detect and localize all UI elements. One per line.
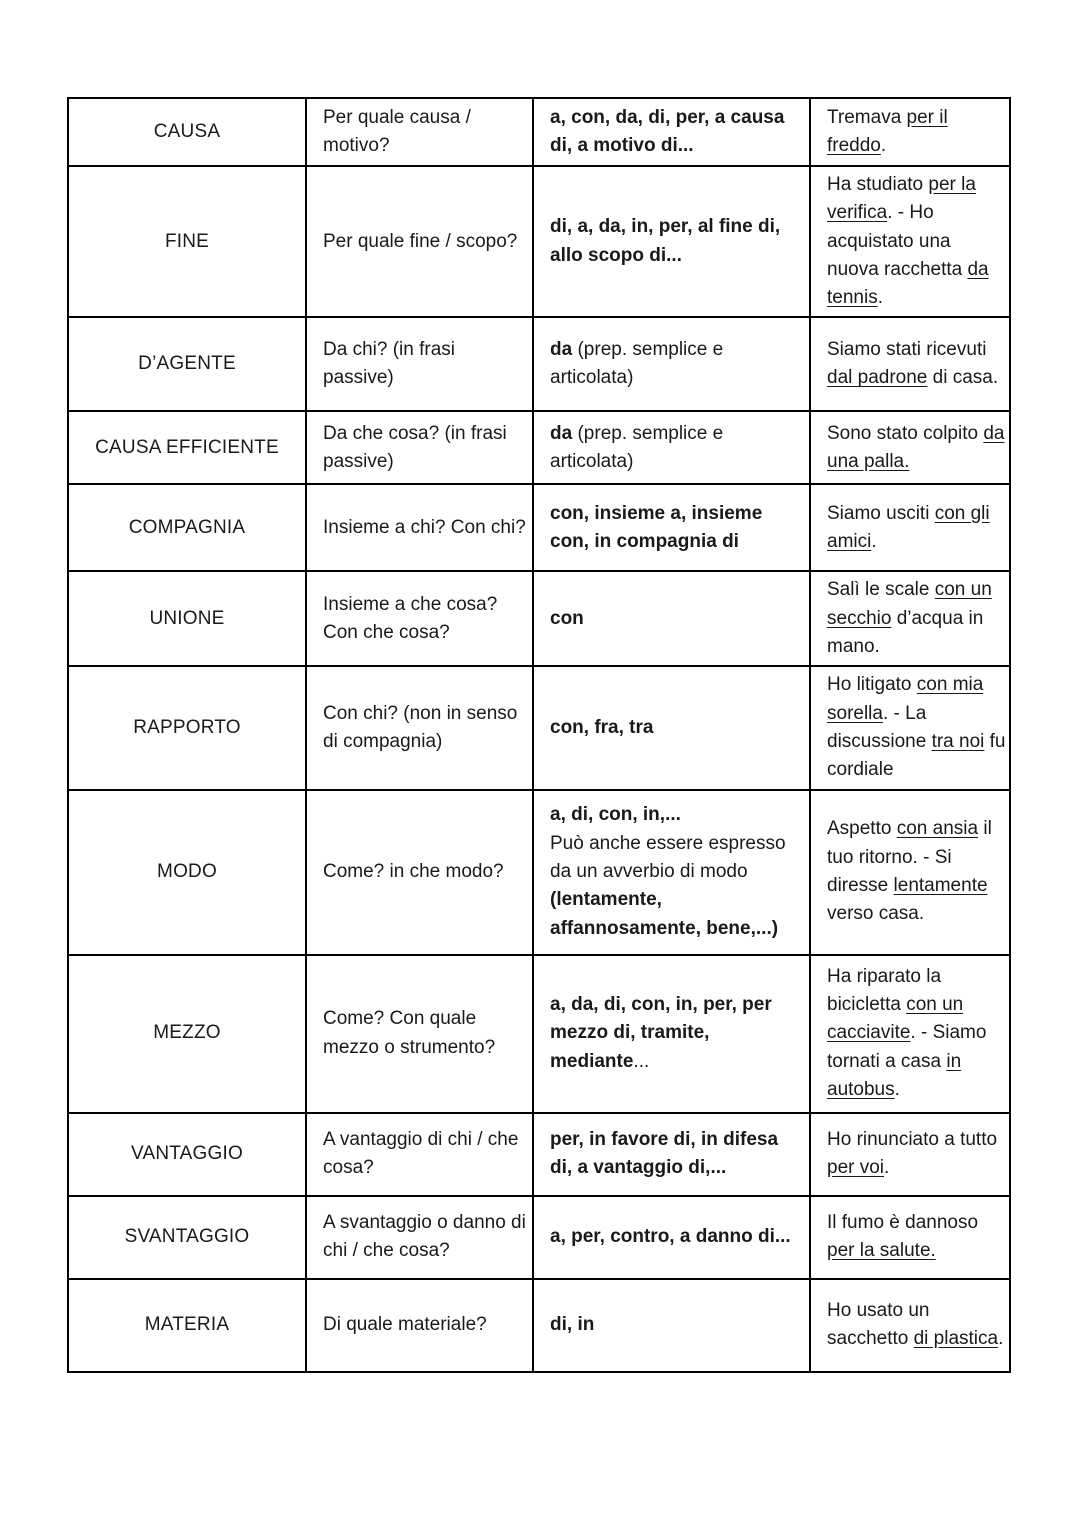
- table-row: [68, 1113, 1010, 1196]
- cell-text: da: [550, 422, 573, 444]
- cell-text: . - Siamo tornati a casa: [827, 1022, 987, 1072]
- example-highlight: con gli amici: [827, 502, 990, 552]
- complement-prepositions: [533, 166, 810, 317]
- cell-text: d’acqua in mano.: [827, 607, 984, 658]
- complement-question: Per quale fine / scopo?: [306, 166, 533, 317]
- example-highlight: per la salute.: [827, 1240, 936, 1262]
- table-row: [68, 571, 1010, 666]
- cell-text: Siamo usciti: [827, 502, 935, 524]
- complement-name: MEZZO: [68, 955, 306, 1113]
- cell-text: a, per, contro, a danno di...: [550, 1225, 791, 1247]
- cell-text: .: [998, 1328, 1004, 1350]
- complement-question: Per quale causa / motivo?: [306, 98, 533, 166]
- table-row: [68, 790, 1010, 955]
- table-row: [68, 317, 1010, 411]
- cell-text: Ho rinunciato a tutto: [827, 1128, 998, 1150]
- cell-text: .: [877, 287, 883, 309]
- table-row: [68, 666, 1010, 789]
- complement-prepositions: [533, 317, 810, 411]
- cell-text: .: [894, 1079, 900, 1100]
- complement-example: [810, 790, 1010, 955]
- complement-question: Insieme a chi? Con chi?: [306, 484, 533, 571]
- cell-text: di, in: [550, 1313, 595, 1335]
- cell-text: Sono stato colpito: [827, 422, 984, 444]
- cell-text: Aspetto: [827, 818, 897, 840]
- complement-question: Insieme a che cosa? Con che cosa?: [306, 571, 533, 666]
- complement-question: Con chi? (non in senso di compagnia): [306, 666, 533, 789]
- example-highlight: da tennis: [827, 258, 989, 309]
- complement-name: FINE: [68, 166, 306, 317]
- example-highlight: per la verifica: [827, 174, 976, 224]
- cell-text: a, da, di, con, in, per, per mezzo di, tramite, mediante: [550, 994, 772, 1072]
- table-row: [68, 98, 1010, 166]
- complement-question: Da chi? (in frasi passive): [306, 317, 533, 411]
- cell-text: per, in favore di, in difesa di, a vantaggio di,...: [550, 1128, 779, 1179]
- cell-text: con, fra, tra: [550, 716, 654, 738]
- cell-text: da: [550, 339, 573, 361]
- complement-example: [810, 955, 1010, 1113]
- cell-text: (lentamente, affannosamente, bene,...): [550, 889, 779, 939]
- complement-name: COMPAGNIA: [68, 484, 306, 571]
- preposition-note: Può anche essere espresso da un avverbio di modo: [550, 832, 786, 882]
- complement-question: Di quale materiale?: [306, 1279, 533, 1372]
- example-highlight: tra noi: [931, 730, 985, 752]
- cell-text: a, di, con, in,...: [550, 804, 681, 826]
- complement-example: [810, 571, 1010, 666]
- cell-text: Tremava: [827, 106, 907, 128]
- complement-question: A vantaggio di chi / che cosa?: [306, 1113, 533, 1196]
- cell-text: Ho litigato: [827, 674, 917, 696]
- complement-example: [810, 411, 1010, 484]
- complement-question: Come? Con quale mezzo o strumento?: [306, 955, 533, 1113]
- complement-example: [810, 666, 1010, 789]
- example-highlight: dal padrone: [827, 367, 928, 389]
- cell-text: il tuo ritorno. - Si diresse: [827, 818, 992, 897]
- complement-prepositions: [533, 1279, 810, 1372]
- cell-text: . - La discussione: [827, 702, 932, 752]
- cell-text: Ha riparato la bicicletta: [827, 965, 942, 1016]
- complement-name: SVANTAGGIO: [68, 1196, 306, 1279]
- table-row: [68, 1279, 1010, 1372]
- preposition-note: (prep. semplice e articolata): [550, 422, 724, 472]
- cell-text: con: [550, 607, 584, 629]
- complement-example: [810, 1113, 1010, 1196]
- complement-name: RAPPORTO: [68, 666, 306, 789]
- complement-question: Da che cosa? (in frasi passive): [306, 411, 533, 484]
- table-row: [68, 1196, 1010, 1279]
- complement-question: Come? in che modo?: [306, 790, 533, 955]
- complement-example: [810, 98, 1010, 166]
- complement-example: [810, 1196, 1010, 1279]
- table-body: [68, 98, 1010, 1372]
- cell-text: Il fumo è dannoso: [827, 1211, 979, 1233]
- table-row: [68, 955, 1010, 1113]
- example-highlight: con un secchio: [827, 579, 992, 629]
- example-highlight: con ansia: [896, 818, 979, 840]
- table-row: [68, 166, 1010, 317]
- example-highlight: con un cacciavite: [827, 994, 964, 1044]
- complement-name: MODO: [68, 790, 306, 955]
- cell-text: . - Ho acquistato una nuova racchetta: [827, 202, 968, 280]
- example-highlight: da una palla.: [827, 422, 1005, 472]
- complement-name: UNIONE: [68, 571, 306, 666]
- complement-prepositions: [533, 666, 810, 789]
- example-highlight: in autobus: [827, 1050, 962, 1100]
- cell-text: Ha studiato: [827, 174, 929, 195]
- table-row: [68, 484, 1010, 571]
- cell-text: di, a, da, in, per, al fine di, allo scopo di...: [550, 216, 781, 266]
- complement-prepositions: [533, 1196, 810, 1279]
- table-row: [68, 411, 1010, 484]
- complement-example: [810, 1279, 1010, 1372]
- complements-table-wrapper: [67, 97, 1009, 1373]
- complement-prepositions: [533, 411, 810, 484]
- complement-example: [810, 484, 1010, 571]
- complement-name: D’AGENTE: [68, 317, 306, 411]
- example-highlight: per il freddo: [827, 106, 948, 156]
- complement-prepositions: [533, 1113, 810, 1196]
- complement-question: A svantaggio o danno di chi / che cosa?: [306, 1196, 533, 1279]
- complement-name: MATERIA: [68, 1279, 306, 1372]
- example-highlight: per voi: [827, 1157, 885, 1179]
- example-highlight: di plastica: [913, 1328, 999, 1350]
- complement-name: CAUSA: [68, 98, 306, 166]
- example-highlight: lentamente: [893, 875, 988, 897]
- complement-name: CAUSA EFFICIENTE: [68, 411, 306, 484]
- complement-prepositions: [533, 484, 810, 571]
- complement-prepositions: [533, 98, 810, 166]
- cell-text: verso casa.: [827, 903, 925, 925]
- cell-text: Salì le scale: [827, 579, 935, 601]
- complement-example: [810, 317, 1010, 411]
- example-highlight: con mia sorella: [827, 674, 984, 724]
- complement-prepositions: [533, 955, 810, 1113]
- cell-text: .: [880, 135, 887, 156]
- complement-example: [810, 166, 1010, 317]
- complements-table: [67, 97, 1011, 1373]
- cell-text: con, insieme a, insieme con, in compagnia di: [550, 502, 763, 552]
- cell-text: .: [884, 1157, 890, 1179]
- complement-prepositions: [533, 571, 810, 666]
- complement-prepositions: [533, 790, 810, 955]
- complement-name: VANTAGGIO: [68, 1113, 306, 1196]
- cell-text: Siamo stati ricevuti: [827, 339, 987, 361]
- cell-text: Ho usato un sacchetto: [827, 1299, 930, 1350]
- cell-text: di casa.: [927, 367, 999, 389]
- preposition-note: (prep. semplice e articolata): [550, 339, 724, 389]
- cell-text: .: [871, 530, 877, 552]
- cell-text: a, con, da, di, per, a causa di, a motivo di...: [550, 106, 785, 156]
- cell-text: fu cordiale: [827, 730, 1006, 781]
- preposition-note: ...: [633, 1050, 650, 1072]
